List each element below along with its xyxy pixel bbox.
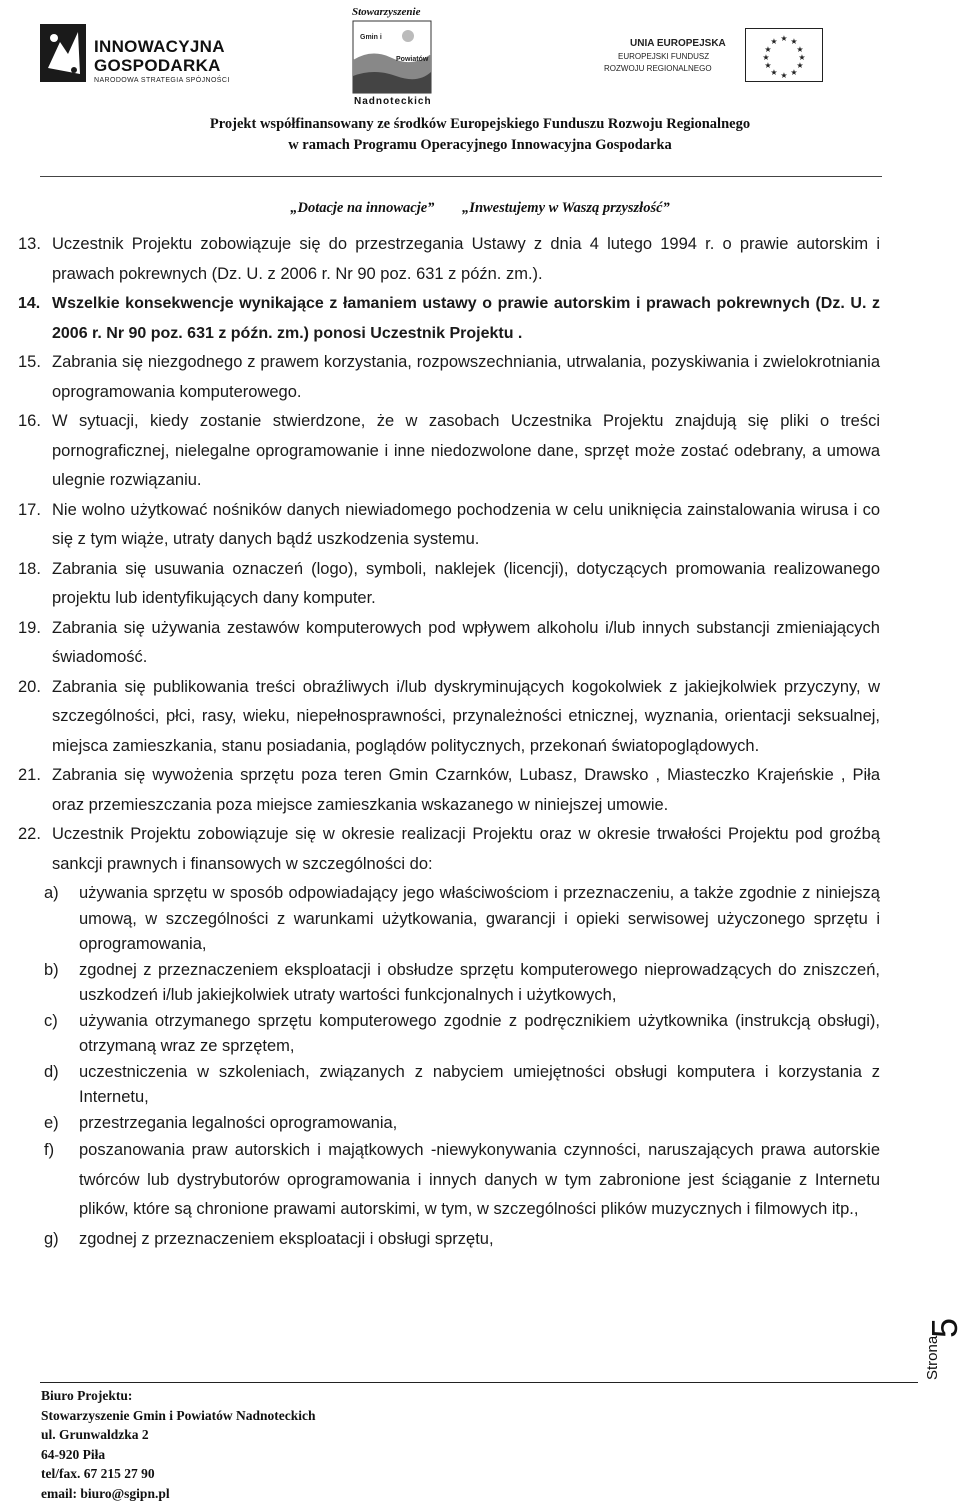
svg-text:★: ★	[796, 45, 803, 54]
item-text: Zabrania się publikowania treści obraźliwych i/lub dyskryminujących kogokolwiek z jakiejkolwiek przyczyny, w szczególności, płci, rasy, wieku, niepełnosprawności, przynależności etnicznej, wyznania, orientacji seksualnej, miejsca zamieszkania, stanu posiadania, poglądów politycznych, przekonań światopoglądowych.	[52, 678, 880, 755]
footer-city: 64-920 Piła	[41, 1445, 315, 1465]
svg-text:★: ★	[780, 71, 787, 80]
list-item	[18, 289, 880, 348]
footer-rule	[40, 1382, 918, 1383]
sgpn-logo-bottom: Nadnoteckich	[354, 96, 432, 107]
sub-list-item	[18, 1060, 880, 1111]
footer-street: ul. Grunwaldzka 2	[41, 1425, 315, 1445]
sub-item-text: zgodnej z przeznaczeniem eksploatacji i obsługi sprzętu,	[79, 1230, 494, 1248]
list-item	[18, 555, 880, 614]
item-number: 21.	[18, 761, 41, 791]
sub-list	[18, 881, 880, 1254]
eu-logo-line1: UNIA EUROPEJSKA	[630, 38, 726, 49]
svg-text:★: ★	[790, 68, 797, 77]
sub-item-letter: e)	[44, 1111, 59, 1137]
sub-item-text: uczestniczenia w szkoleniach, związanych z nabyciem umiejętności obsługi komputera i korzystania z Internetu,	[79, 1063, 880, 1107]
slogans	[0, 200, 960, 217]
svg-text:★: ★	[770, 68, 777, 77]
sub-item-text: używania otrzymanego sprzętu komputerowego zgodnie z podręcznikiem użytkownika (instrukcją obsługi), otrzymaną wraz ze sprzętem,	[79, 1012, 880, 1056]
svg-text:★: ★	[764, 45, 771, 54]
item-text: Wszelkie konsekwencje wynikające z łamaniem ustawy o prawie autorskim i prawach pokrewnych (Dz. U. z 2006 r. Nr 90 poz. 631 z późn. zm.) ponosi Uczestnik Projektu .	[52, 295, 880, 342]
slogan-dotacje: „Dotacje na innowacje”	[290, 200, 434, 216]
svg-text:★: ★	[780, 34, 787, 43]
item-text: Zabrania się niezgodnego z prawem korzystania, rozpowszechniania, utrwalania, pozyskiwania i zwielokrotniania oprogramowania komputerowego.	[52, 353, 880, 401]
svg-text:★: ★	[798, 53, 805, 62]
sub-item-letter: b)	[44, 958, 59, 984]
sub-list-item	[18, 1111, 880, 1137]
page-number-side	[918, 1298, 960, 1388]
header-rule	[40, 176, 882, 177]
sub-item-letter: g)	[44, 1225, 59, 1255]
page-label: Strona	[924, 1336, 941, 1380]
cofinance-line1: Projekt współfinansowany ze środków Europejskiego Funduszu Rozwoju Regionalnego	[0, 116, 960, 133]
sgpn-logo-top: Stowarzyszenie	[352, 6, 420, 18]
sub-item-letter: d)	[44, 1060, 59, 1086]
sgpn-logo-mid2: Powiatów	[396, 56, 428, 63]
sgpn-logo-mid1: Gmin i	[360, 34, 382, 41]
eu-flag-icon	[745, 28, 823, 82]
sub-list-item	[18, 881, 880, 958]
sub-list-item	[18, 1225, 880, 1255]
item-number: 17.	[18, 496, 41, 526]
item-number: 22.	[18, 820, 41, 850]
slogan-inwestujemy: „Inwestujemy w Waszą przyszłość”	[462, 200, 670, 216]
sub-list-item	[18, 1136, 880, 1225]
item-number: 16.	[18, 407, 41, 437]
item-number: 20.	[18, 673, 41, 703]
svg-text:★: ★	[790, 37, 797, 46]
ig-emblem-icon	[40, 24, 86, 82]
sub-item-letter: a)	[44, 881, 59, 907]
innowacyjna-gospodarka-logo	[40, 22, 230, 84]
regulations-list	[18, 230, 880, 1254]
list-item	[18, 348, 880, 407]
footer-phone: tel/fax. 67 215 27 90	[41, 1464, 315, 1484]
svg-text:★: ★	[764, 61, 771, 70]
item-text: Uczestnik Projektu zobowiązuje się w okresie realizacji Projektu oraz w okresie trwałości Projektu pod groźbą sankcji prawnych i finansowych w szczególności do:	[52, 825, 880, 873]
sub-list-item	[18, 958, 880, 1009]
footer-organization: Stowarzyszenie Gmin i Powiatów Nadnoteckich	[41, 1406, 315, 1426]
item-number: 19.	[18, 614, 41, 644]
sub-item-text: używania sprzętu w sposób odpowiadający jego właściwościom i przeznaczeniu, a także zgodnie z niniejszą umową, w szczególności z warunkami użytkowania, gwarancji i opieki serwisowej użyczonego sprzętu i oprogramowania,	[79, 884, 880, 953]
item-text: Nie wolno użytkować nośników danych niewiadomego pochodzenia w celu uniknięcia zainstalowania wirusa i co się z tym wiąże, utraty danych bądź uszkodzenia systemu.	[52, 501, 880, 549]
sub-item-letter: f)	[44, 1136, 54, 1166]
page-number: 5	[924, 1318, 966, 1338]
list-item	[18, 761, 880, 820]
eu-logo-line2: EUROPEJSKI FUNDUSZ	[618, 52, 709, 61]
list-item	[18, 820, 880, 879]
svg-text:★: ★	[762, 53, 769, 62]
item-number: 13.	[18, 230, 41, 260]
footer-address	[41, 1386, 315, 1503]
sub-item-letter: c)	[44, 1009, 58, 1035]
eu-logo-line3: ROZWOJU REGIONALNEGO	[604, 64, 712, 73]
stowarzyszenie-logo	[350, 4, 434, 108]
ig-logo-line1: INNOWACYJNA	[94, 37, 225, 57]
svg-text:★: ★	[770, 37, 777, 46]
item-text: Zabrania się używania zestawów komputerowych pod wpływem alkoholu i/lub innych substancji zmieniających świadomość.	[52, 619, 880, 667]
ig-logo-line2: GOSPODARKA	[94, 56, 221, 76]
item-number: 18.	[18, 555, 41, 585]
svg-text:★: ★	[796, 61, 803, 70]
footer-email: email: biuro@sgipn.pl	[41, 1484, 315, 1503]
sub-list-item	[18, 1009, 880, 1060]
item-text: Zabrania się usuwania oznaczeń (logo), symboli, naklejek (licencji), dotyczących promowania realizowanego projektu lub identyfikujących dany komputer.	[52, 560, 880, 608]
list-item	[18, 230, 880, 289]
item-number: 14.	[18, 289, 40, 319]
footer-title: Biuro Projektu:	[41, 1386, 315, 1406]
ig-logo-line3: NARODOWA STRATEGIA SPÓJNOŚCI	[94, 77, 230, 84]
sub-item-text: zgodnej z przeznaczeniem eksploatacji i obsłudze sprzętu komputerowego nieprowadzących do zniszczeń, uszkodzeń i/lub jakiejkolwiek utraty wartości funkcjonalnych i użytkowych,	[79, 961, 880, 1005]
item-text: W sytuacji, kiedy zostanie stwierdzone, że w zasobach Uczestnika Projektu znajdują się pliki o treści pornograficznej, nielegalne oprogramowanie i inne niedozwolone dane, sprzęt może zostać odebrany, a umowa ulegnie rozwiązaniu.	[52, 412, 880, 489]
list-item	[18, 673, 880, 762]
item-number: 15.	[18, 348, 41, 378]
item-text: Zabrania się wywożenia sprzętu poza teren Gmin Czarnków, Lubasz, Drawsko , Miasteczko Krajeńskie , Piła oraz przemieszczania poza miejsce zamieszkania wskazanego w niniejszej umowie.	[52, 766, 880, 814]
sub-item-text: poszanowania praw autorskich i majątkowych -niewykonywania czynności, naruszających prawa autorskie twórców lub dystrybutorów oprogramowania i innych danych w tym zabronione jest ściąganie z Internetu plików, które są chronione prawami autorskimi, w tym, w szczególności plików muzycznych i filmowych itp.,	[79, 1141, 880, 1218]
sub-item-text: przestrzegania legalności oprogramowania,	[79, 1114, 397, 1132]
list-item	[18, 496, 880, 555]
list-item	[18, 407, 880, 496]
cofinance-line2: w ramach Programu Operacyjnego Innowacyjna Gospodarka	[0, 137, 960, 154]
item-text: Uczestnik Projektu zobowiązuje się do przestrzegania Ustawy z dnia 4 lutego 1994 r. o prawie autorskim i prawach pokrewnych (Dz. U. z 2006 r. Nr 90 poz. 631 z późn. zm.).	[52, 235, 880, 283]
eu-logo	[600, 28, 890, 84]
list-item	[18, 614, 880, 673]
